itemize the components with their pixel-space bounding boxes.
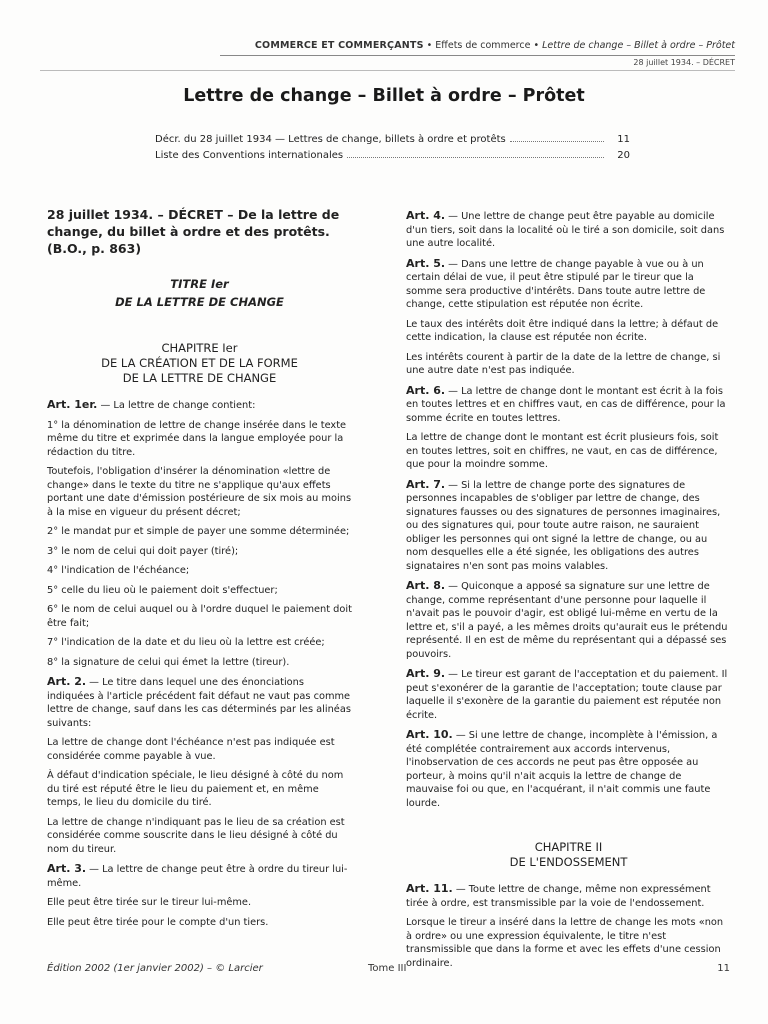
article-label: Art. 11. — [406, 882, 453, 895]
article-label: Art. 1er. — [47, 398, 98, 411]
paragraph-text: Elle peut être tirée sur le tireur lui-même. — [47, 897, 252, 908]
paragraph — [406, 667, 731, 722]
paragraph-text: 7° l'indication de la date et du lieu où la lettre est créée; — [47, 637, 325, 648]
article-label: Art. 2. — [47, 675, 87, 688]
paragraph — [47, 584, 352, 598]
paragraph — [47, 545, 352, 559]
header-crumb: • Effets de commerce • — [426, 40, 540, 51]
header-divider — [220, 55, 735, 56]
right-column — [406, 209, 731, 976]
paragraph-text: — Une lettre de change peut être payable au domicile d'un tiers, soit dans la localité où le tiré a son domicile, soit dans une autre localité. — [406, 211, 725, 249]
paragraph — [406, 728, 731, 810]
header-topic: Lettre de change – Billet à ordre – Prôtet — [542, 40, 735, 51]
paragraph — [406, 384, 731, 426]
toc-entry-text: Décr. du 28 juillet 1934 — Lettres de change, billets à ordre et protêts — [155, 134, 506, 145]
toc-leader — [347, 157, 604, 158]
paragraph-text: — La lettre de change peut être à ordre du tireur lui-même. — [47, 864, 348, 889]
left-article-list — [47, 398, 352, 929]
paragraph — [47, 603, 352, 630]
paragraph — [406, 579, 731, 661]
paragraph-text: Elle peut être tirée pour le compte d'un tiers. — [47, 916, 269, 928]
paragraph-text: 6° le nom de celui auquel ou à l'ordre duquel le paiement doit être fait; — [47, 604, 352, 629]
paragraph-text: Le taux des intérêts doit être indiqué dans la lettre; à défaut de cette indication, la clause est réputée non écrite. — [406, 318, 719, 343]
running-header — [100, 40, 735, 51]
paragraph — [47, 564, 352, 578]
paragraph — [47, 816, 352, 857]
chapter-2-title: DE L'ENDOSSEMENT — [509, 855, 628, 869]
toc-entry-text: Liste des Conventions internationales — [155, 150, 344, 161]
paragraph-text: La lettre de change n'indiquant pas le lieu de sa création est considérée comme souscrite dans le lieu désigné à côté du nom du tireur. — [47, 816, 345, 855]
header-date: 28 juillet 1934. – DÉCRET — [633, 58, 735, 67]
decree-heading: 28 juillet 1934. – DÉCRET – De la lettre de change, du billet à ordre et des protêts. (B.O., p. 863) — [47, 207, 340, 256]
article-label: Art. 8. — [406, 579, 446, 592]
paragraph — [406, 318, 731, 345]
paragraph — [406, 431, 731, 472]
article-label: Art. 9. — [406, 667, 446, 680]
toc-row[interactable] — [155, 150, 630, 166]
paragraph-text: À défaut d'indication spéciale, le lieu désigné à côté du nom du tiré est réputé être le lieu du paiement et, en même temps, le lieu du domicile du tiré. — [47, 770, 344, 808]
paragraph — [406, 257, 731, 312]
paragraph-text: Les intérêts courent à partir de la date de la lettre de change, si une autre date n'est pas indiquée. — [406, 351, 721, 376]
paragraph-text: 8° la signature de celui qui émet la lettre (tireur). — [47, 656, 290, 668]
right-article-list — [406, 209, 731, 810]
table-of-contents — [155, 134, 630, 166]
chapter-2-number: CHAPITRE II — [534, 840, 603, 854]
paragraph-text: 4° l'indication de l'échéance; — [47, 565, 190, 576]
paragraph — [47, 525, 352, 539]
page-title: Lettre de change – Billet à ordre – Prôtet — [183, 86, 585, 106]
chapter-1-title-line-1: DE LA CRÉATION ET DE LA FORME — [101, 356, 298, 370]
paragraph — [406, 209, 731, 251]
footer-tome: Tome III — [368, 963, 407, 974]
article-label: Art. 3. — [47, 862, 87, 875]
toc-page-number: 20 — [617, 150, 630, 161]
paragraph-text: 5° celle du lieu où le paiement doit s'effectuer; — [47, 584, 278, 596]
paragraph-text: — Dans une lettre de change payable à vue ou à un certain délai de vue, il peut être stipulé par le tireur que la somme sera productive d'intérêts. Dans toute autre lettre de change, cette stipulation est réputée non écrite. — [406, 258, 706, 310]
footer-edition: Édition 2002 (1er janvier 2002) – © Larcier — [47, 963, 263, 974]
header-section: COMMERCE ET COMMERÇANTS — [254, 40, 424, 51]
toc-row[interactable] — [155, 134, 630, 150]
footer-page-number: 11 — [717, 963, 730, 974]
toc-leader — [510, 141, 604, 142]
article-label: Art. 4. — [406, 209, 446, 222]
article-label: Art. 10. — [406, 728, 453, 741]
paragraph — [47, 736, 352, 763]
chapter-1-title-line-2: DE LA LETTRE DE CHANGE — [122, 371, 277, 385]
chapter-2-heading — [406, 840, 731, 870]
header-divider-lower — [40, 70, 735, 71]
chapter-1-heading — [47, 341, 352, 386]
paragraph-text: 1° la dénomination de lettre de change insérée dans le texte même du titre et exprimée dans la langue employée pour la rédaction du titre. — [47, 419, 347, 458]
paragraph-text: — La lettre de change contient: — [97, 400, 256, 411]
left-column — [47, 206, 352, 935]
paragraph-text: Toutefois, l'obligation d'insérer la dénomination «lettre de change» dans le texte du titre ne s'applique qu'aux effets portant une date d'émission postérieure de six mois au moins à la mise en vigueur du présent décret; — [47, 466, 352, 518]
paragraph — [47, 769, 352, 810]
chapter-1-number: CHAPITRE Ier — [161, 341, 238, 355]
paragraph-text: — Le tireur est garant de l'acceptation et du paiement. Il peut s'exonérer de la garantie de l'acceptation; toute clause par laquelle il s'exonère de la garantie du paiement est réputée non écrite. — [406, 669, 728, 721]
paragraph-text: — Si la lettre de change porte des signatures de personnes incapables de s'obliger par lettre de change, des signatures fausses ou des signatures de personnes imaginaires, ou des signatures qui, pour toute autre raison, ne sauraient obliger les personnes qui ont signé la lettre de change, ou au nom desquelles elle a été signée, les obligations des autres signataires n'en sont pas moins valables. — [406, 479, 721, 572]
paragraph-text: — Le titre dans lequel une des énonciations indiquées à l'article précédent fait défaut ne vaut pas comme lettre de change, sauf dans les cas déterminés par les alinéas suivants: — [47, 677, 351, 729]
paragraph-text: 3° le nom de celui qui doit payer (tiré); — [47, 545, 239, 557]
titre-line-1: TITRE Ier — [170, 277, 229, 291]
paragraph — [47, 398, 352, 413]
titre-line-2: DE LA LETTRE DE CHANGE — [115, 295, 284, 309]
titre-heading — [47, 275, 352, 311]
paragraph — [406, 916, 731, 970]
paragraph — [47, 916, 352, 930]
paragraph-text: Lorsque le tireur a inséré dans la lettre de change les mots «non à ordre» ou une expression équivalente, le titre n'est transmissible que dans la forme et avec les effets d'une cession ordinaire. — [406, 917, 724, 969]
article-label: Art. 7. — [406, 477, 446, 491]
paragraph-text: La lettre de change dont l'échéance n'est pas indiquée est considérée comme payable à vue. — [47, 737, 335, 762]
paragraph-text: La lettre de change dont le montant est écrit plusieurs fois, soit en toutes lettres, soit en chiffres, ne vaut, en cas de différence, que pour la moindre somme. — [406, 432, 719, 470]
paragraph — [47, 675, 352, 730]
right-article-list-2 — [406, 882, 731, 970]
paragraph — [406, 351, 731, 378]
paragraph — [406, 478, 731, 574]
article-label: Art. 5. — [406, 256, 446, 270]
paragraph-text: 2° le mandat pur et simple de payer une somme déterminée; — [47, 526, 350, 537]
paragraph — [47, 656, 352, 670]
article-label: Art. 6. — [406, 383, 446, 397]
paragraph — [47, 862, 352, 890]
paragraph — [47, 419, 352, 460]
paragraph-text: — Quiconque a apposé sa signature sur une lettre de change, comme représentant d'une personne pour laquelle il n'avait pas le pouvoir d'agir, est obligé lui-même en vertu de la lettre et, s'il a payé, a les mêmes droits qu'aurait eus le prétendu représenté. Il en est de même du représentant qui a dépassé ses pouvoirs. — [406, 581, 728, 660]
paragraph — [47, 636, 352, 650]
paragraph-text: — La lettre de change dont le montant est écrit à la fois en toutes lettres et en chiffres vaut, en cas de différence, pour la somme écrite en toutes lettres. — [406, 385, 726, 424]
toc-page-number: 11 — [617, 134, 630, 145]
paragraph — [47, 896, 352, 910]
paragraph — [47, 465, 352, 519]
paragraph — [406, 882, 731, 910]
paragraph-text: — Si une lettre de change, incomplète à l'émission, a été complétée contrairement aux accords intervenus, l'inobservation de ces accords ne peut pas être opposée au porteur, à moins qu'il n'ait acquis la lettre de change de mauvaise foi ou que, en l'acquérant, il n'ait commis une faute lourde. — [406, 730, 718, 809]
paragraph-text: — Toute lettre de change, même non expressément tirée à ordre, est transmissible par la voie de l'endossement. — [406, 884, 711, 909]
